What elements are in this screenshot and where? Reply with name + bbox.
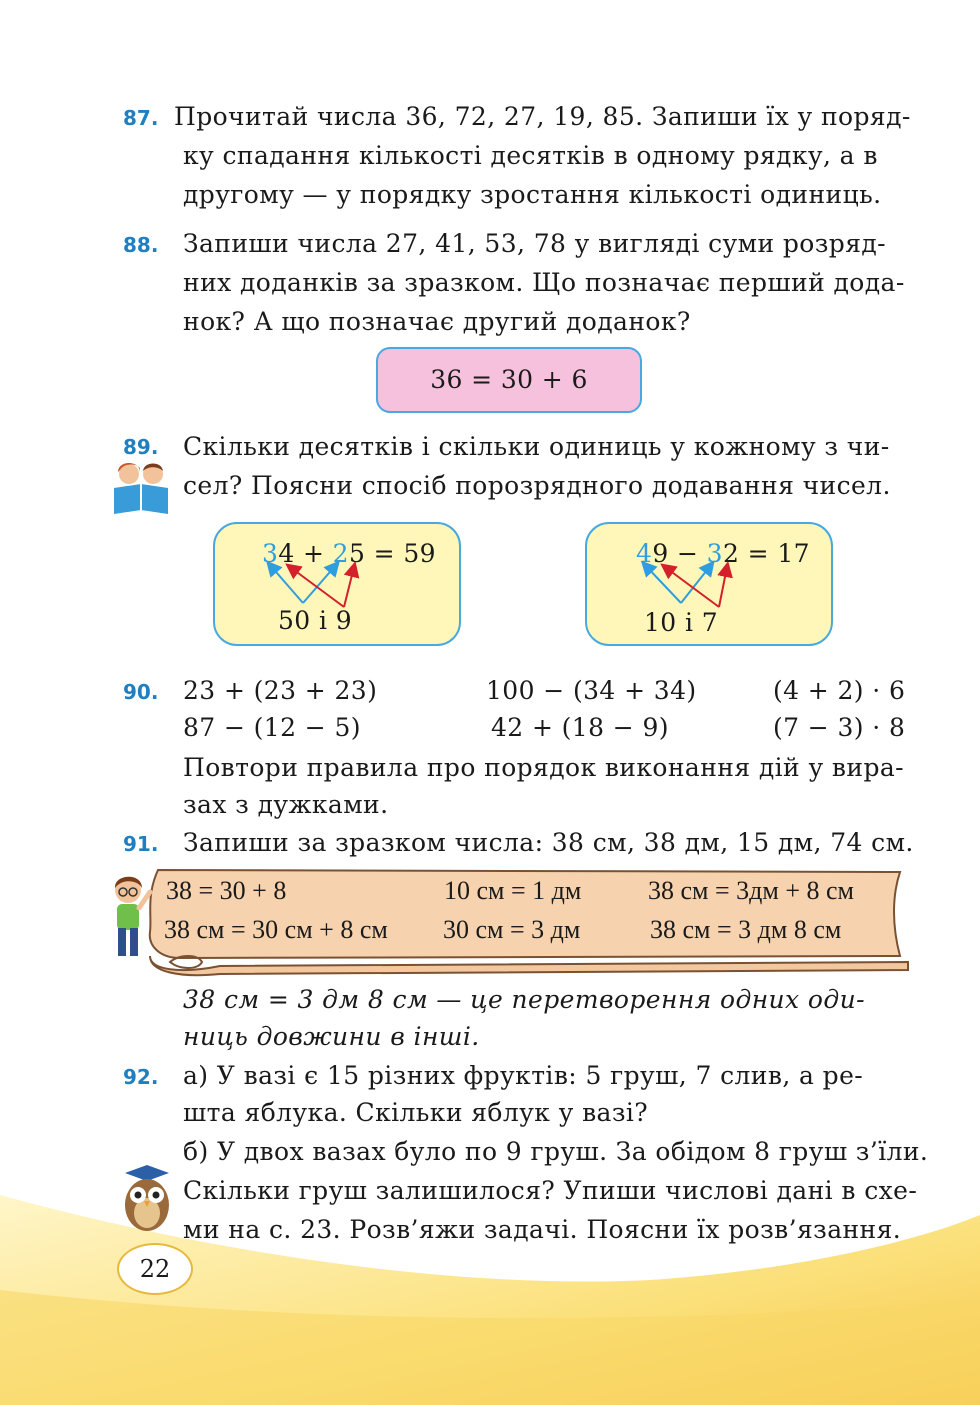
- expression: (7 − 3) · 8: [773, 713, 906, 742]
- task-text-line: другому — у порядку зростання кількості одиниць.: [183, 180, 882, 209]
- result-left: [278, 602, 352, 640]
- tens-digit: 4: [636, 539, 653, 568]
- task-number: 90.: [123, 680, 159, 704]
- sample-expression: 36 = 30 + 6: [430, 365, 588, 394]
- and-word: і: [318, 606, 328, 635]
- task-text-line: б) У двох вазах було по 9 груш. За обідом 8 груш з’їли.: [183, 1137, 929, 1166]
- tens-digit: 3: [262, 539, 279, 568]
- task-text-line: шта яблука. Скільки яблук у вазі?: [183, 1098, 649, 1127]
- task-number: 92.: [123, 1065, 159, 1089]
- task-text-line: ми на с. 23. Розв’яжи задачі. Поясни їх розв’язання.: [183, 1215, 902, 1244]
- tens-digit: 3: [706, 539, 723, 568]
- expression: 100 − (34 + 34): [486, 676, 697, 705]
- scroll-example: 38 см = 3дм + 8 см: [648, 876, 854, 905]
- ones-result: 7: [701, 608, 719, 637]
- task-text-line: них доданків за зразком. Що позначає перший дода-: [183, 268, 905, 297]
- scroll-example: 38 см = 3 дм 8 см: [650, 915, 842, 944]
- tens-digit: 2: [332, 539, 349, 568]
- task-text-line: Запиши числа 27, 41, 53, 78 у вигляді суми розряд-: [183, 229, 887, 258]
- task-text-line: Скільки груш залишилося? Упиши числові дані в схе-: [183, 1176, 918, 1205]
- task-number: 88.: [123, 233, 159, 257]
- expression-part: 5 = 59: [348, 539, 436, 568]
- expression: 23 + (23 + 23): [183, 676, 378, 705]
- tens-result: 50: [278, 606, 311, 635]
- scroll-example: 38 см = 30 см + 8 см: [164, 915, 388, 944]
- task-text-line: Запиши за зразком числа: 38 см, 38 дм, 15 дм, 74 см.: [183, 828, 914, 857]
- task-text-line: нок? А що позначає другий доданок?: [183, 307, 691, 336]
- boy-pointing-icon: [104, 870, 154, 960]
- expression: (4 + 2) · 6: [773, 676, 906, 705]
- task-text-line: сел? Поясни спосіб порозрядного додавання чисел.: [183, 471, 891, 500]
- scroll-example: 38 = 30 + 8: [166, 876, 287, 905]
- expression-part: 9 −: [652, 539, 707, 568]
- and-word: і: [684, 608, 694, 637]
- task-text-line: зах з дужками.: [183, 790, 389, 819]
- expression: 42 + (18 − 9): [491, 713, 669, 742]
- expression: 87 − (12 − 5): [183, 713, 361, 742]
- scroll-example: 30 см = 3 дм: [443, 915, 581, 944]
- task-text-line: Скільки десятків і скільки одиниць у кожному з чи-: [183, 432, 890, 461]
- task-text-line: а) У вазі є 15 різних фруктів: 5 груш, 7 слив, а ре-: [183, 1061, 864, 1090]
- task-text-line: Прочитай числа 36, 72, 27, 19, 85. Запиши їх у поряд-: [174, 102, 911, 131]
- rule-note-line: ниць довжини в інші.: [183, 1022, 480, 1051]
- task-text-line: Повтори правила про порядок виконання дій у вира-: [183, 753, 905, 782]
- task-number: 89.: [123, 435, 159, 459]
- task-number: 91.: [123, 832, 159, 856]
- task-number: 87.: [123, 106, 159, 130]
- ones-result: 9: [335, 606, 353, 635]
- result-right: [644, 604, 718, 642]
- sample-box: [376, 347, 642, 413]
- task-text-line: ку спадання кількості десятків в одному рядку, а в: [183, 141, 878, 170]
- expression-part: 4 +: [278, 539, 333, 568]
- expression-part: 2 = 17: [722, 539, 810, 568]
- owl-teacher-icon: [117, 1163, 177, 1235]
- children-reading-icon: [108, 458, 174, 516]
- scroll-example: 10 см = 1 дм: [444, 876, 582, 905]
- tens-result: 10: [644, 608, 677, 637]
- rule-note-line: 38 см = 3 дм 8 см — це перетворення одних оди-: [183, 985, 865, 1014]
- page-number: 22: [117, 1243, 193, 1295]
